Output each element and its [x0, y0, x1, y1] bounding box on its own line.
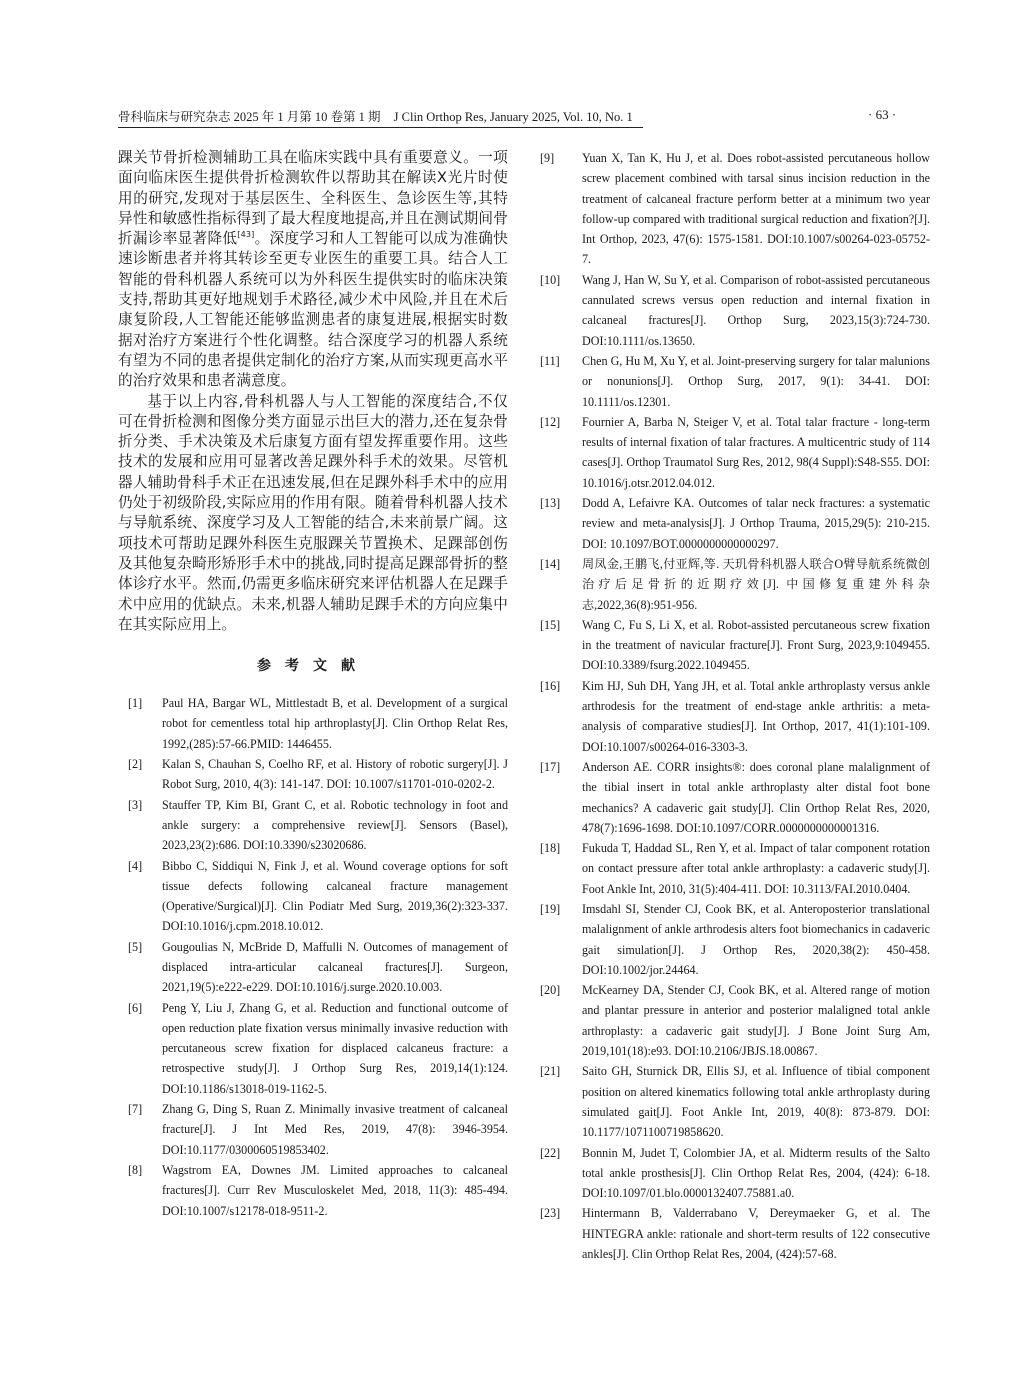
- reference-item: [118, 754, 508, 795]
- reference-item: [540, 351, 930, 412]
- reference-label: [13]: [540, 496, 561, 511]
- reference-label: [11]: [540, 353, 560, 368]
- reference-label: [12]: [540, 414, 561, 429]
- reference-text: Fukuda T, Haddad SL, Ren Y, et al. Impact of talar component rotation on contact pressure after total ankle arthroplasty: a cadaveric study[J]. Foot Ankle Int, 2010, 31(5):404-411. DOI: 10.3113/FAI.2010.0404.: [582, 841, 930, 896]
- body-paragraph: [118, 392, 508, 636]
- reference-label: [21]: [540, 1064, 561, 1079]
- reference-label: [14]: [540, 556, 561, 571]
- reference-text: Yuan X, Tan K, Hu J, et al. Does robot-assisted percutaneous hollow screw placement combined with tarsal sinus incision reduction in the treatment of calcaneal fracture perform better at a minimum two year follow-up compared with traditional surgical reduction and fixation?[J]. Int Orthop, 2023, 47(6): 1575-1581. DOI:10.1007/s00264-023-05752-7.: [582, 151, 930, 267]
- running-header: [118, 107, 643, 128]
- reference-label: [5]: [128, 939, 143, 954]
- reference-item: [540, 980, 930, 1061]
- reference-text: Hintermann B, Valderrabano V, Dereymaeker G, et al. The HINTEGRA ankle: rationale and short-term results of 122 consecutive ankles[J]. Clin Orthop Relat Res, 2004, (424):57-68.: [582, 1206, 930, 1262]
- reference-item: [540, 1203, 930, 1264]
- reference-item: [118, 998, 508, 1099]
- reference-item: [540, 899, 930, 980]
- reference-item: [118, 1160, 508, 1221]
- reference-text: Dodd A, Lefaivre KA. Outcomes of talar neck fractures: a systematic review and meta-analysis[J]. J Orthop Trauma, 2015,29(5): 210-215. DOI: 10.1097/BOT.0000000000000297.: [582, 496, 930, 551]
- reference-text: Bibbo C, Siddiqui N, Fink J, et al. Wound coverage options for soft tissue defects following calcaneal fracture management (Operative/Surgical)[J]. Clin Podiatr Med Surg, 2019,36(2):323-337. DOI:10.1016/j.cpm.2018.10.012.: [162, 858, 508, 934]
- reference-text: Chen G, Hu M, Xu Y, et al. Joint-preserving surgery for talar malunions or nonunions[J]. Orthop Surg, 2017, 9(1): 34-41. DOI: 10.1111/os.12301.: [582, 353, 930, 409]
- reference-item: [540, 412, 930, 493]
- reference-text: Wang C, Fu S, Li X, et al. Robot-assisted percutaneous screw fixation in the treatment of navicular fracture[J]. Front Surg, 2023,9:1049455. DOI:10.3389/fsurg.2022.1049455.: [582, 617, 930, 673]
- reference-list: [118, 693, 508, 1221]
- reference-text: Peng Y, Liu J, Zhang G, et al. Reduction and functional outcome of open reduction plate fixation versus minimally invasive reduction with percutaneous screw fixation for displaced calcaneus fracture: a retrospective study[J]. J Orthop Surg Res, 2019,14(1):124. DOI:10.1186/s13018-019-1162-5.: [162, 1000, 508, 1096]
- reference-text: Kalan S, Chauhan S, Coelho RF, et al. History of robotic surgery[J]. J Robot Surg, 2010, 4(3): 141-147. DOI: 10.1007/s11701-010-0202-2.: [162, 757, 508, 792]
- reference-item: [540, 554, 930, 615]
- reference-item: [540, 838, 930, 899]
- reference-item: [540, 615, 930, 676]
- reference-label: [18]: [540, 841, 561, 856]
- reference-item: [118, 795, 508, 856]
- reference-item: [540, 270, 930, 351]
- reference-label: [16]: [540, 678, 561, 693]
- citation-link[interactable]: [43]: [237, 230, 255, 240]
- reference-list: [540, 148, 930, 1264]
- reference-text: Kim HJ, Suh DH, Yang JH, et al. Total ankle arthroplasty versus ankle arthrodesis for the treatment of end-stage ankle arthritis: a meta-analysis of comparative studies[J]. Int Orthop, 2017, 41(1):101-109. DOI:10.1007/s00264-016-3303-3.: [582, 678, 930, 754]
- paragraph-text: 踝关节骨折检测辅助工具在临床实践中具有重要意义。一项面向临床医生提供骨折检测软件以帮助其在解读X光片时使用的研究,发现对于基层医生、全科医生、急诊医生等,其特异性和敏感性指标得到了最大程度地提高,并且在测试期间骨折漏诊率显著降低: [118, 149, 508, 248]
- reference-text: Saito GH, Sturnick DR, Ellis SJ, et al. Influence of tibial component position on altered kinematics following total ankle arthroplasty during simulated gait[J]. Foot Ankle Int, 2019, 40(8): 873-879. DOI: 10.1177/1071100719858620.: [582, 1064, 930, 1140]
- reference-label: [4]: [128, 858, 143, 873]
- reference-item: [118, 937, 508, 998]
- reference-item: [540, 676, 930, 757]
- reference-item: [540, 493, 930, 554]
- reference-label: [2]: [128, 757, 143, 772]
- reference-text: Imsdahl SI, Stender CJ, Cook BK, et al. Anteroposterior translational malalignment of ankle arthrodesis alters foot biomechanics in cadaveric gait simulation[J]. J Orthop Res, 2020,38(2): 450-458. DOI:10.1002/jor.24464.: [582, 901, 930, 977]
- reference-label: [10]: [540, 272, 561, 287]
- reference-item: [540, 757, 930, 838]
- paragraph-text: 基于以上内容,骨科机器人与人工智能的深度结合,不仅可在骨折检测和图像分类方面显示出巨大的潜力,还在复杂骨折分类、手术决策及术后康复方面有望发挥重要作用。这些技术的发展和应用可显著改善足踝外科手术的效果。尽管机器人辅助骨科手术正在迅速发展,但在足踝外科手术中的应用仍处于初级阶段,实际应用的作用有限。随着骨科机器人技术与导航系统、深度学习及人工智能的结合,未来前景广阔。这项技术可帮助足踝外科医生克服踝关节置换术、足踝部创伤及其他复杂畸形矫形手术中的挑战,同时提高足踝部骨折的整体诊疗水平。然而,仍需更多临床研究来评估机器人在足踝手术中应用的优缺点。未来,机器人辅助足踝手术的方向应集中在其实际应用上。: [118, 392, 508, 633]
- journal-title-cn: 骨科临床与研究杂志 2025 年 1 月第 10 卷第 1 期: [118, 110, 381, 124]
- reference-item: [540, 1143, 930, 1204]
- body-paragraph: [118, 148, 508, 392]
- reference-text: 周凤金,王鹏飞,付亚辉,等. 天玑骨科机器人联合O臂导航系统微创治疗后足骨折的近期疗效[J]. 中国修复重建外科杂志,2022,36(8):951-956.: [582, 556, 930, 612]
- left-column: [118, 148, 508, 1221]
- reference-text: McKearney DA, Stender CJ, Cook BK, et al. Altered range of motion and plantar pressure in anterior and posterior malaligned total ankle arthroplasty: a cadaveric gait study[J]. J Bone Joint Surg Am, 2019,101(18):e93. DOI:10.2106/JBJS.18.00867.: [582, 983, 930, 1059]
- paragraph-text: 。深度学习和人工智能可以成为准确快速诊断患者并将其转诊至更专业医生的重要工具。结合人工智能的骨科机器人系统可以为外科医生提供实时的临床决策支持,帮助其更好地规划手术路径,减少术中风险,并且在术后康复阶段,人工智能还能够监测患者的康复进展,根据实时数据对治疗方案进行个性化调整。结合深度学习的机器人系统有望为不同的患者提供定制化的治疗方案,从而实现更高水平的治疗效果和患者满意度。: [118, 230, 508, 390]
- reference-text: Fournier A, Barba N, Steiger V, et al. Total talar fracture - long-term results of internal fixation of talar fractures. A multicentric study of 114 cases[J]. Orthop Traumatol Surg Res, 2012, 98(4 Suppl):S48-S55. DOI: 10.1016/j.otsr.2012.04.012.: [582, 414, 930, 490]
- reference-text: Zhang G, Ding S, Ruan Z. Minimally invasive treatment of calcaneal fracture[J]. J Int Med Res, 2019, 47(8): 3946-3954. DOI:10.1177/0300060519853402.: [162, 1102, 508, 1157]
- reference-item: [540, 148, 930, 270]
- page-number: · 63 ·: [868, 107, 897, 122]
- reference-label: [22]: [540, 1145, 561, 1160]
- reference-text: Stauffer TP, Kim BI, Grant C, et al. Robotic technology in foot and ankle surgery: a comprehensive review[J]. Sensors (Basel), 2023,23(2):686. DOI:10.3390/s23020686.: [162, 797, 508, 853]
- reference-text: Anderson AE. CORR insights®: does coronal plane malalignment of the tibial insert in total ankle arthroplasty alter distal foot bone mechanics? A cadaveric gait study[J]. Clin Orthop Relat Res, 2020, 478(7):1696-1698. DOI:10.1097/CORR.0000000000001316.: [582, 759, 930, 835]
- references-heading: 参考文献: [257, 658, 369, 675]
- reference-label: [6]: [128, 1000, 143, 1015]
- reference-text: Bonnin M, Judet T, Colombier JA, et al. Midterm results of the Salto total ankle prosthesis[J]. Clin Orthop Relat Res, 2004, (424): 6-18. DOI:10.1097/01.blo.0000132407.75881.a0.: [582, 1145, 930, 1201]
- journal-title-en: J Clin Orthop Res, January 2025, Vol. 10, No. 1: [393, 110, 633, 124]
- reference-item: [118, 856, 508, 937]
- reference-label: [17]: [540, 759, 561, 774]
- right-column: [540, 148, 930, 1264]
- reference-item: [118, 1099, 508, 1160]
- reference-label: [19]: [540, 901, 561, 916]
- reference-text: Wagstrom EA, Downes JM. Limited approaches to calcaneal fractures[J]. Curr Rev Musculoskelet Med, 2018, 11(3): 485-494. DOI:10.1007/s12178-018-9511-2.: [162, 1162, 508, 1218]
- reference-text: Gougoulias N, McBride D, Maffulli N. Outcomes of management of displaced intra-articular calcaneal fractures[J]. Surgeon, 2021,19(5):e222-e229. DOI:10.1016/j.surge.2020.10.003.: [162, 939, 508, 995]
- reference-label: [7]: [128, 1102, 143, 1117]
- reference-label: [1]: [128, 696, 143, 711]
- reference-text: Wang J, Han W, Su Y, et al. Comparison of robot-assisted percutaneous cannulated screws versus open reduction and internal fixation in calcaneal fractures[J]. Orthop Surg, 2023,15(3):724-730. DOI:10.1111/os.13650.: [582, 272, 930, 348]
- reference-item: [540, 1061, 930, 1142]
- reference-label: [8]: [128, 1162, 143, 1177]
- reference-text: Paul HA, Bargar WL, Mittlestadt B, et al. Development of a surgical robot for cementless total hip arthroplasty[J]. Clin Orthop Relat Res, 1992,(285):57-66.PMID: 1446455.: [162, 696, 508, 751]
- reference-label: [15]: [540, 617, 561, 632]
- reference-label: [20]: [540, 983, 561, 998]
- reference-label: [23]: [540, 1206, 561, 1221]
- reference-label: [3]: [128, 797, 143, 812]
- reference-item: [118, 693, 508, 754]
- reference-label: [9]: [540, 151, 555, 165]
